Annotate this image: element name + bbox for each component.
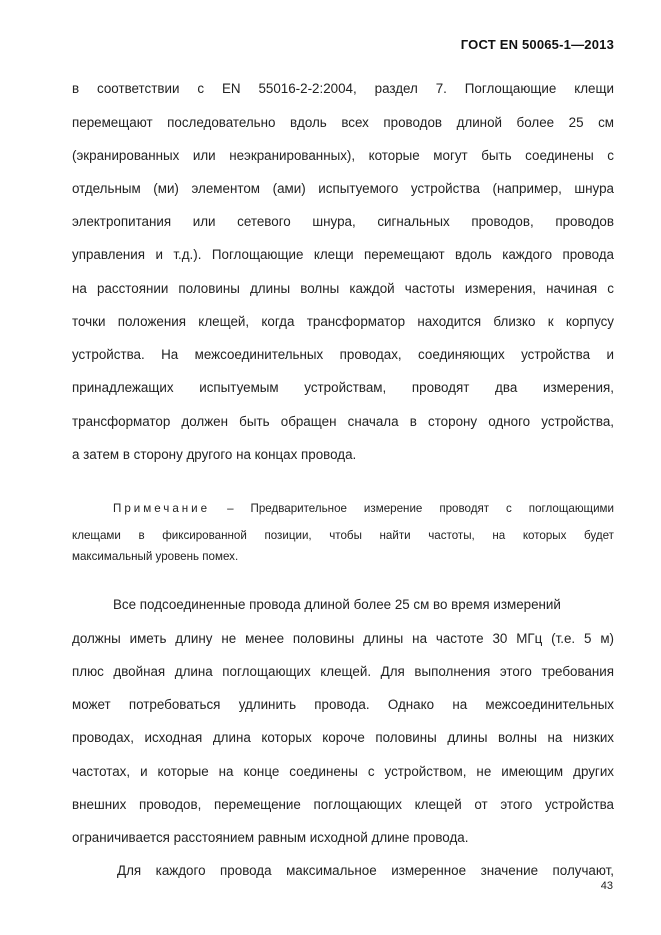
text-line: точки положения клещей, когда трансформатор находится близко к корпусу [72,314,614,329]
text-line: трансформатор должен быть обращен сначала в сторону одного устройства, [72,414,614,429]
text-line: принадлежащих испытуемым устройствам, проводят два измерения, [72,380,614,395]
text-line: проводах, исходная длина которых короче половины длины волны на низких [72,730,614,745]
document-code-header: ГОСТ EN 50065-1—2013 [460,37,614,52]
text-line: отдельным (ми) элементом (ами) испытуемого устройства (например, шнура [72,181,614,196]
text-line: электропитания или сетевого шнура, сигнальных проводов, проводов [72,214,614,229]
text-line: на расстоянии половины длины волны каждой частоты измерения, начиная с [72,281,614,296]
text-line: Для каждого провода максимальное измеренное значение получают, [117,863,614,878]
text-line: плюс двойная длина поглощающих клещей. Для выполнения этого требования [72,664,614,679]
note-first-line [113,502,614,516]
text-line: частотах, и которые на конце соединены с устройством, не имеющим других [72,764,614,779]
text-line: перемещают последовательно вдоль всех проводов длиной более 25 см [72,115,614,130]
text-line: внешних проводов, перемещение поглощающих клещей от этого устройства [72,797,614,812]
text-line: в соответствии с EN 55016-2-2:2004, раздел 7. Поглощающие клещи [72,81,614,96]
note-label: Примечание [113,502,211,515]
note-text: – Предварительное измерение проводят с поглощающими [210,502,614,515]
text-line: Все подсоединенные провода длиной более 25 см во время измерений [113,597,561,612]
note-line: клещами в фиксированной позиции, чтобы найти частоты, на которых будет [72,529,614,542]
text-line: должны иметь длину не менее половины длины на частоте 30 МГц (т.е. 5 м) [72,631,614,646]
text-line: (экранированных или неэкранированных), которые могут быть соединены с [72,148,614,163]
note-line: максимальный уровень помех. [72,550,239,563]
page-number: 43 [600,880,613,892]
text-line: ограничивается расстоянием равным исходной длине провода. [72,830,469,845]
text-line: устройства. На межсоединительных проводах, соединяющих устройства и [72,347,614,362]
text-line: может потребоваться удлинить провода. Однако на межсоединительных [72,697,614,712]
text-line: а затем в сторону другого на концах провода. [72,447,357,462]
text-line: управления и т.д.). Поглощающие клещи перемещают вдоль каждого провода [72,247,614,262]
